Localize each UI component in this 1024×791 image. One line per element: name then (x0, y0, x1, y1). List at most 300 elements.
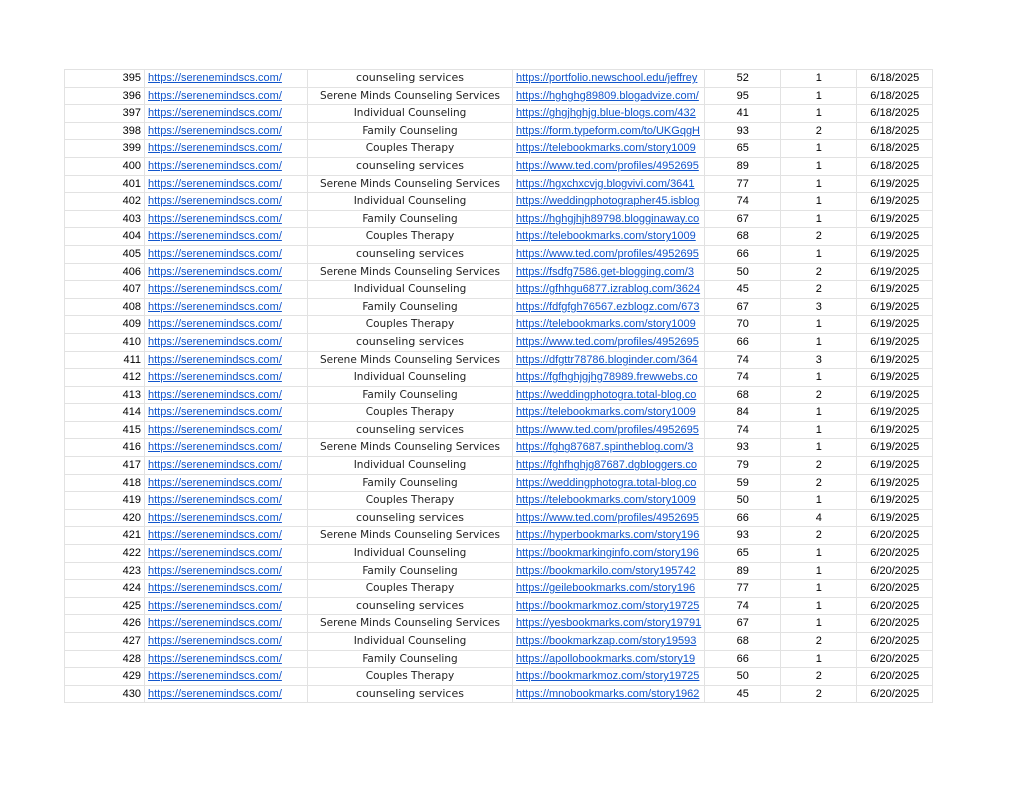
backlink-link[interactable]: https://bookmarkilo.com/story195742 (516, 564, 696, 577)
backlink-cell (513, 545, 705, 563)
site-cell (145, 386, 308, 404)
table-row (65, 457, 933, 475)
backlink-link[interactable]: https://weddingphotogra.total-blog.co (516, 388, 697, 401)
backlink-link[interactable]: https://www.ted.com/profiles/4952695 (516, 335, 699, 348)
site-cell (145, 157, 308, 175)
backlink-link[interactable]: https://dfgttr78786.bloginder.com/364 (516, 353, 698, 366)
count-cell: 1 (781, 597, 857, 615)
backlink-link[interactable]: https://yesbookmarks.com/story19791 (516, 617, 702, 630)
table-row (65, 193, 933, 211)
site-link[interactable]: https://serenemindscs.com/ (148, 353, 282, 366)
backlink-link[interactable]: https://hghgjhjh89798.blogginaway.co (516, 212, 700, 225)
backlink-cell (513, 404, 705, 422)
keyword-cell: Serene Minds Counseling Services (308, 615, 513, 633)
backlink-cell (513, 263, 705, 281)
keyword-cell: Family Counseling (308, 650, 513, 668)
site-cell (145, 193, 308, 211)
backlink-cell (513, 509, 705, 527)
site-cell (145, 105, 308, 123)
site-link[interactable]: https://serenemindscs.com/ (148, 599, 282, 612)
backlink-link[interactable]: https://telebookmarks.com/story1009 (516, 406, 696, 419)
site-link[interactable]: https://serenemindscs.com/ (148, 388, 282, 401)
keyword-cell: Couples Therapy (308, 580, 513, 598)
keyword-cell: Individual Counseling (308, 633, 513, 651)
da-cell: 77 (705, 175, 781, 193)
backlink-link[interactable]: https://www.ted.com/profiles/4952695 (516, 159, 699, 172)
site-cell (145, 457, 308, 475)
site-link[interactable]: https://serenemindscs.com/ (148, 564, 282, 577)
backlink-link[interactable]: https://www.ted.com/profiles/4952695 (516, 423, 699, 436)
row-id-cell: 429 (65, 668, 145, 686)
backlink-cell (513, 615, 705, 633)
row-id-cell: 408 (65, 298, 145, 316)
backlink-link[interactable]: https://ghgjhghjg.blue-blogs.com/432 (516, 107, 696, 120)
date-cell: 6/19/2025 (857, 210, 933, 228)
keyword-cell: Couples Therapy (308, 228, 513, 246)
row-id-cell: 417 (65, 457, 145, 475)
keyword-cell: counseling services (308, 685, 513, 703)
da-cell: 66 (705, 245, 781, 263)
da-cell: 65 (705, 545, 781, 563)
table-row (65, 650, 933, 668)
da-cell: 45 (705, 685, 781, 703)
count-cell: 1 (781, 70, 857, 88)
row-id-cell: 406 (65, 263, 145, 281)
backlink-link[interactable]: https://bookmarkzap.com/story19593 (516, 635, 697, 647)
table-row (65, 545, 933, 563)
site-link[interactable]: https://serenemindscs.com/ (148, 335, 282, 348)
table-row (65, 263, 933, 281)
site-cell (145, 509, 308, 527)
row-id-cell: 415 (65, 421, 145, 439)
keyword-cell: Serene Minds Counseling Services (308, 351, 513, 369)
backlink-link[interactable]: https://www.ted.com/profiles/4952695 (516, 247, 699, 260)
site-cell (145, 316, 308, 334)
site-link[interactable]: https://serenemindscs.com/ (148, 511, 282, 524)
site-link[interactable]: https://serenemindscs.com/ (148, 582, 282, 595)
count-cell: 2 (781, 457, 857, 475)
date-cell: 6/20/2025 (857, 650, 933, 668)
date-cell: 6/18/2025 (857, 105, 933, 123)
site-link[interactable]: https://serenemindscs.com/ (148, 72, 282, 84)
site-link[interactable]: https://serenemindscs.com/ (148, 195, 282, 208)
table-row (65, 421, 933, 439)
site-cell (145, 439, 308, 457)
table-row (65, 509, 933, 527)
row-id-cell: 409 (65, 316, 145, 334)
site-link[interactable]: https://serenemindscs.com/ (148, 283, 282, 296)
date-cell: 6/19/2025 (857, 509, 933, 527)
count-cell: 1 (781, 140, 857, 158)
da-cell: 41 (705, 105, 781, 123)
table-row (65, 70, 933, 88)
date-cell: 6/20/2025 (857, 633, 933, 651)
keyword-cell: Individual Counseling (308, 545, 513, 563)
site-link[interactable]: https://serenemindscs.com/ (148, 670, 282, 683)
backlink-cell (513, 668, 705, 686)
row-id-cell: 411 (65, 351, 145, 369)
keyword-cell: Couples Therapy (308, 316, 513, 334)
da-cell: 79 (705, 457, 781, 475)
da-cell: 67 (705, 210, 781, 228)
site-link[interactable]: https://serenemindscs.com/ (148, 212, 282, 225)
backlink-cell (513, 633, 705, 651)
backlink-cell (513, 316, 705, 334)
keyword-cell: Couples Therapy (308, 140, 513, 158)
date-cell: 6/20/2025 (857, 580, 933, 598)
count-cell: 1 (781, 562, 857, 580)
keyword-cell: Family Counseling (308, 298, 513, 316)
date-cell: 6/20/2025 (857, 597, 933, 615)
row-id-cell: 418 (65, 474, 145, 492)
row-id-cell: 407 (65, 281, 145, 299)
site-link[interactable]: https://serenemindscs.com/ (148, 107, 282, 120)
count-cell: 1 (781, 650, 857, 668)
date-cell: 6/19/2025 (857, 298, 933, 316)
count-cell: 2 (781, 474, 857, 492)
site-cell (145, 228, 308, 246)
site-cell (145, 633, 308, 651)
site-cell (145, 333, 308, 351)
table-row (65, 633, 933, 651)
backlink-cell (513, 580, 705, 598)
table-row (65, 562, 933, 580)
count-cell: 1 (781, 439, 857, 457)
date-cell: 6/20/2025 (857, 615, 933, 633)
backlink-link[interactable]: https://apollobookmarks.com/story19 (516, 652, 696, 665)
table-row (65, 87, 933, 105)
date-cell: 6/20/2025 (857, 527, 933, 545)
date-cell: 6/18/2025 (857, 87, 933, 105)
table-row (65, 615, 933, 633)
site-cell (145, 650, 308, 668)
row-id-cell: 397 (65, 105, 145, 123)
backlink-cell (513, 228, 705, 246)
backlink-cell (513, 439, 705, 457)
keyword-cell: Individual Counseling (308, 281, 513, 299)
site-cell (145, 351, 308, 369)
backlink-cell (513, 685, 705, 703)
keyword-cell: counseling services (308, 333, 513, 351)
site-link[interactable]: https://serenemindscs.com/ (148, 177, 282, 190)
backlink-cell (513, 175, 705, 193)
keyword-cell: Individual Counseling (308, 193, 513, 211)
backlink-link[interactable]: https://telebookmarks.com/story1009 (516, 494, 696, 507)
backlink-link[interactable]: https://bookmarkmoz.com/story19725 (516, 599, 700, 612)
da-cell: 74 (705, 351, 781, 369)
date-cell: 6/19/2025 (857, 474, 933, 492)
da-cell: 66 (705, 650, 781, 668)
date-cell: 6/18/2025 (857, 70, 933, 88)
backlink-cell (513, 492, 705, 510)
site-link[interactable]: https://serenemindscs.com/ (148, 142, 282, 155)
row-id-cell: 404 (65, 228, 145, 246)
da-cell: 50 (705, 668, 781, 686)
count-cell: 1 (781, 316, 857, 334)
backlink-cell (513, 333, 705, 351)
backlink-cell (513, 298, 705, 316)
da-cell: 68 (705, 633, 781, 651)
table-row (65, 351, 933, 369)
table-row (65, 140, 933, 158)
date-cell: 6/19/2025 (857, 193, 933, 211)
backlink-link[interactable]: https://mnobookmarks.com/story1962 (516, 687, 700, 700)
site-link[interactable]: https://serenemindscs.com/ (148, 300, 282, 313)
site-link[interactable]: https://serenemindscs.com/ (148, 687, 282, 700)
backlink-link[interactable]: https://fsdfg7586.get-blogging.com/3 (516, 265, 694, 278)
site-cell (145, 369, 308, 387)
da-cell: 93 (705, 439, 781, 457)
count-cell: 2 (781, 685, 857, 703)
da-cell: 93 (705, 122, 781, 140)
backlink-link[interactable]: https://hghghg89809.blogadvize.com/ (516, 89, 699, 102)
table-row (65, 316, 933, 334)
site-link[interactable]: https://serenemindscs.com/ (148, 529, 282, 542)
table-row (65, 492, 933, 510)
backlink-link[interactable]: https://gfhhgu6877.izrablog.com/3624 (516, 283, 701, 296)
date-cell: 6/19/2025 (857, 316, 933, 334)
row-id-cell: 398 (65, 122, 145, 140)
site-link[interactable]: https://serenemindscs.com/ (148, 441, 282, 454)
backlink-cell (513, 421, 705, 439)
backlink-cell (513, 386, 705, 404)
backlink-cell (513, 70, 705, 88)
row-id-cell: 405 (65, 245, 145, 263)
site-link[interactable]: https://serenemindscs.com/ (148, 459, 282, 472)
backlink-link[interactable]: https://bookmarkinginfo.com/story196 (516, 547, 699, 560)
date-cell: 6/19/2025 (857, 245, 933, 263)
da-cell: 74 (705, 421, 781, 439)
da-cell: 74 (705, 193, 781, 211)
site-link[interactable]: https://serenemindscs.com/ (148, 547, 282, 560)
backlink-link[interactable]: https://weddingphotogra.total-blog.co (516, 476, 697, 489)
table-row (65, 369, 933, 387)
site-cell (145, 87, 308, 105)
da-cell: 70 (705, 316, 781, 334)
backlink-link[interactable]: https://portfolio.newschool.edu/jeffrey (516, 72, 698, 84)
backlink-cell (513, 369, 705, 387)
site-link[interactable]: https://serenemindscs.com/ (148, 159, 282, 172)
backlink-cell (513, 140, 705, 158)
da-cell: 52 (705, 70, 781, 88)
backlink-link[interactable]: https://fghg87687.spintheblog.com/3 (516, 441, 694, 454)
count-cell: 2 (781, 122, 857, 140)
site-link[interactable]: https://serenemindscs.com/ (148, 617, 282, 630)
site-cell (145, 580, 308, 598)
site-link[interactable]: https://serenemindscs.com/ (148, 247, 282, 260)
site-cell (145, 404, 308, 422)
backlink-link[interactable]: https://fdfgfgh76567.ezblogz.com/673 (516, 300, 700, 313)
site-cell (145, 298, 308, 316)
backlink-cell (513, 87, 705, 105)
row-id-cell: 422 (65, 545, 145, 563)
site-cell (145, 122, 308, 140)
count-cell: 4 (781, 509, 857, 527)
da-cell: 74 (705, 597, 781, 615)
date-cell: 6/19/2025 (857, 351, 933, 369)
date-cell: 6/19/2025 (857, 421, 933, 439)
backlink-cell (513, 281, 705, 299)
row-id-cell: 423 (65, 562, 145, 580)
date-cell: 6/20/2025 (857, 668, 933, 686)
backlink-cell (513, 527, 705, 545)
site-link[interactable]: https://serenemindscs.com/ (148, 494, 282, 507)
backlink-link[interactable]: https://telebookmarks.com/story1009 (516, 230, 696, 243)
site-cell (145, 140, 308, 158)
backlink-link[interactable]: https://fghfhghjg87687.dgbloggers.co (516, 459, 698, 472)
date-cell: 6/19/2025 (857, 386, 933, 404)
backlink-link[interactable]: https://hyperbookmarks.com/story196 (516, 529, 700, 542)
da-cell: 65 (705, 140, 781, 158)
count-cell: 1 (781, 157, 857, 175)
site-cell (145, 668, 308, 686)
count-cell: 2 (781, 668, 857, 686)
backlink-cell (513, 105, 705, 123)
count-cell: 1 (781, 580, 857, 598)
count-cell: 2 (781, 263, 857, 281)
site-cell (145, 263, 308, 281)
table-row (65, 439, 933, 457)
date-cell: 6/19/2025 (857, 281, 933, 299)
row-id-cell: 421 (65, 527, 145, 545)
da-cell: 68 (705, 386, 781, 404)
keyword-cell: Individual Counseling (308, 105, 513, 123)
site-cell (145, 597, 308, 615)
date-cell: 6/20/2025 (857, 545, 933, 563)
count-cell: 1 (781, 615, 857, 633)
keyword-cell: counseling services (308, 509, 513, 527)
backlink-cell (513, 562, 705, 580)
row-id-cell: 395 (65, 70, 145, 88)
keyword-cell: Couples Therapy (308, 404, 513, 422)
date-cell: 6/20/2025 (857, 685, 933, 703)
site-link[interactable]: https://serenemindscs.com/ (148, 89, 282, 102)
site-cell (145, 421, 308, 439)
da-cell: 89 (705, 562, 781, 580)
date-cell: 6/18/2025 (857, 122, 933, 140)
row-id-cell: 401 (65, 175, 145, 193)
date-cell: 6/19/2025 (857, 369, 933, 387)
keyword-cell: Family Counseling (308, 210, 513, 228)
backlink-cell (513, 245, 705, 263)
keyword-cell: Serene Minds Counseling Services (308, 263, 513, 281)
backlink-cell (513, 474, 705, 492)
keyword-cell: Individual Counseling (308, 369, 513, 387)
count-cell: 1 (781, 492, 857, 510)
count-cell: 1 (781, 421, 857, 439)
count-cell: 3 (781, 351, 857, 369)
row-id-cell: 399 (65, 140, 145, 158)
date-cell: 6/20/2025 (857, 562, 933, 580)
date-cell: 6/19/2025 (857, 492, 933, 510)
keyword-cell: counseling services (308, 245, 513, 263)
count-cell: 3 (781, 298, 857, 316)
keyword-cell: Serene Minds Counseling Services (308, 175, 513, 193)
da-cell: 68 (705, 228, 781, 246)
row-id-cell: 413 (65, 386, 145, 404)
count-cell: 2 (781, 228, 857, 246)
site-link[interactable]: https://serenemindscs.com/ (148, 371, 282, 384)
backlink-link[interactable]: https://www.ted.com/profiles/4952695 (516, 511, 699, 524)
site-cell (145, 562, 308, 580)
site-link[interactable]: https://serenemindscs.com/ (148, 265, 282, 278)
keyword-cell: Serene Minds Counseling Services (308, 527, 513, 545)
table-body (65, 70, 933, 703)
backlink-link[interactable]: https://geilebookmarks.com/story196 (516, 582, 696, 595)
backlink-link[interactable]: https://form.typeform.com/to/UKGqgH (516, 124, 701, 137)
site-link[interactable]: https://serenemindscs.com/ (148, 406, 282, 419)
backlink-link[interactable]: https://telebookmarks.com/story1009 (516, 318, 696, 331)
table-row (65, 404, 933, 422)
date-cell: 6/19/2025 (857, 404, 933, 422)
backlink-link[interactable]: https://bookmarkmoz.com/story19725 (516, 670, 700, 683)
count-cell: 1 (781, 545, 857, 563)
keyword-cell: counseling services (308, 421, 513, 439)
da-cell: 77 (705, 580, 781, 598)
backlink-link[interactable]: https://fgfhghjgjhg78989.frewwebs.co (516, 371, 698, 384)
count-cell: 1 (781, 175, 857, 193)
row-id-cell: 396 (65, 87, 145, 105)
site-link[interactable]: https://serenemindscs.com/ (148, 124, 282, 137)
site-cell (145, 245, 308, 263)
date-cell: 6/19/2025 (857, 457, 933, 475)
keyword-cell: Couples Therapy (308, 492, 513, 510)
da-cell: 89 (705, 157, 781, 175)
site-cell (145, 474, 308, 492)
date-cell: 6/19/2025 (857, 439, 933, 457)
backlink-link[interactable]: https://telebookmarks.com/story1009 (516, 142, 696, 155)
date-cell: 6/18/2025 (857, 140, 933, 158)
row-id-cell: 428 (65, 650, 145, 668)
site-link[interactable]: https://serenemindscs.com/ (148, 423, 282, 436)
da-cell: 66 (705, 333, 781, 351)
site-link[interactable]: https://serenemindscs.com/ (148, 476, 282, 489)
backlink-cell (513, 351, 705, 369)
spreadsheet-table (64, 69, 933, 703)
backlink-cell (513, 122, 705, 140)
site-link[interactable]: https://serenemindscs.com/ (148, 230, 282, 243)
date-cell: 6/19/2025 (857, 175, 933, 193)
backlink-link[interactable]: https://hgxchxcvjg.blogvivi.com/3641 (516, 177, 695, 190)
site-link[interactable]: https://serenemindscs.com/ (148, 652, 282, 665)
da-cell: 66 (705, 509, 781, 527)
table-row (65, 157, 933, 175)
keyword-cell: Couples Therapy (308, 668, 513, 686)
site-cell (145, 527, 308, 545)
site-cell (145, 492, 308, 510)
site-link[interactable]: https://serenemindscs.com/ (148, 635, 282, 647)
table-row (65, 210, 933, 228)
da-cell: 74 (705, 369, 781, 387)
site-link[interactable]: https://serenemindscs.com/ (148, 318, 282, 331)
count-cell: 1 (781, 105, 857, 123)
row-id-cell: 426 (65, 615, 145, 633)
row-id-cell: 424 (65, 580, 145, 598)
row-id-cell: 430 (65, 685, 145, 703)
date-cell: 6/19/2025 (857, 228, 933, 246)
keyword-cell: Family Counseling (308, 562, 513, 580)
backlink-link[interactable]: https://weddingphotographer45.isblog (516, 195, 700, 208)
da-cell: 50 (705, 263, 781, 281)
table-row (65, 386, 933, 404)
site-cell (145, 210, 308, 228)
da-cell: 67 (705, 615, 781, 633)
count-cell: 1 (781, 369, 857, 387)
keyword-cell: counseling services (308, 597, 513, 615)
row-id-cell: 414 (65, 404, 145, 422)
keyword-cell: Family Counseling (308, 386, 513, 404)
keyword-cell: counseling services (308, 157, 513, 175)
